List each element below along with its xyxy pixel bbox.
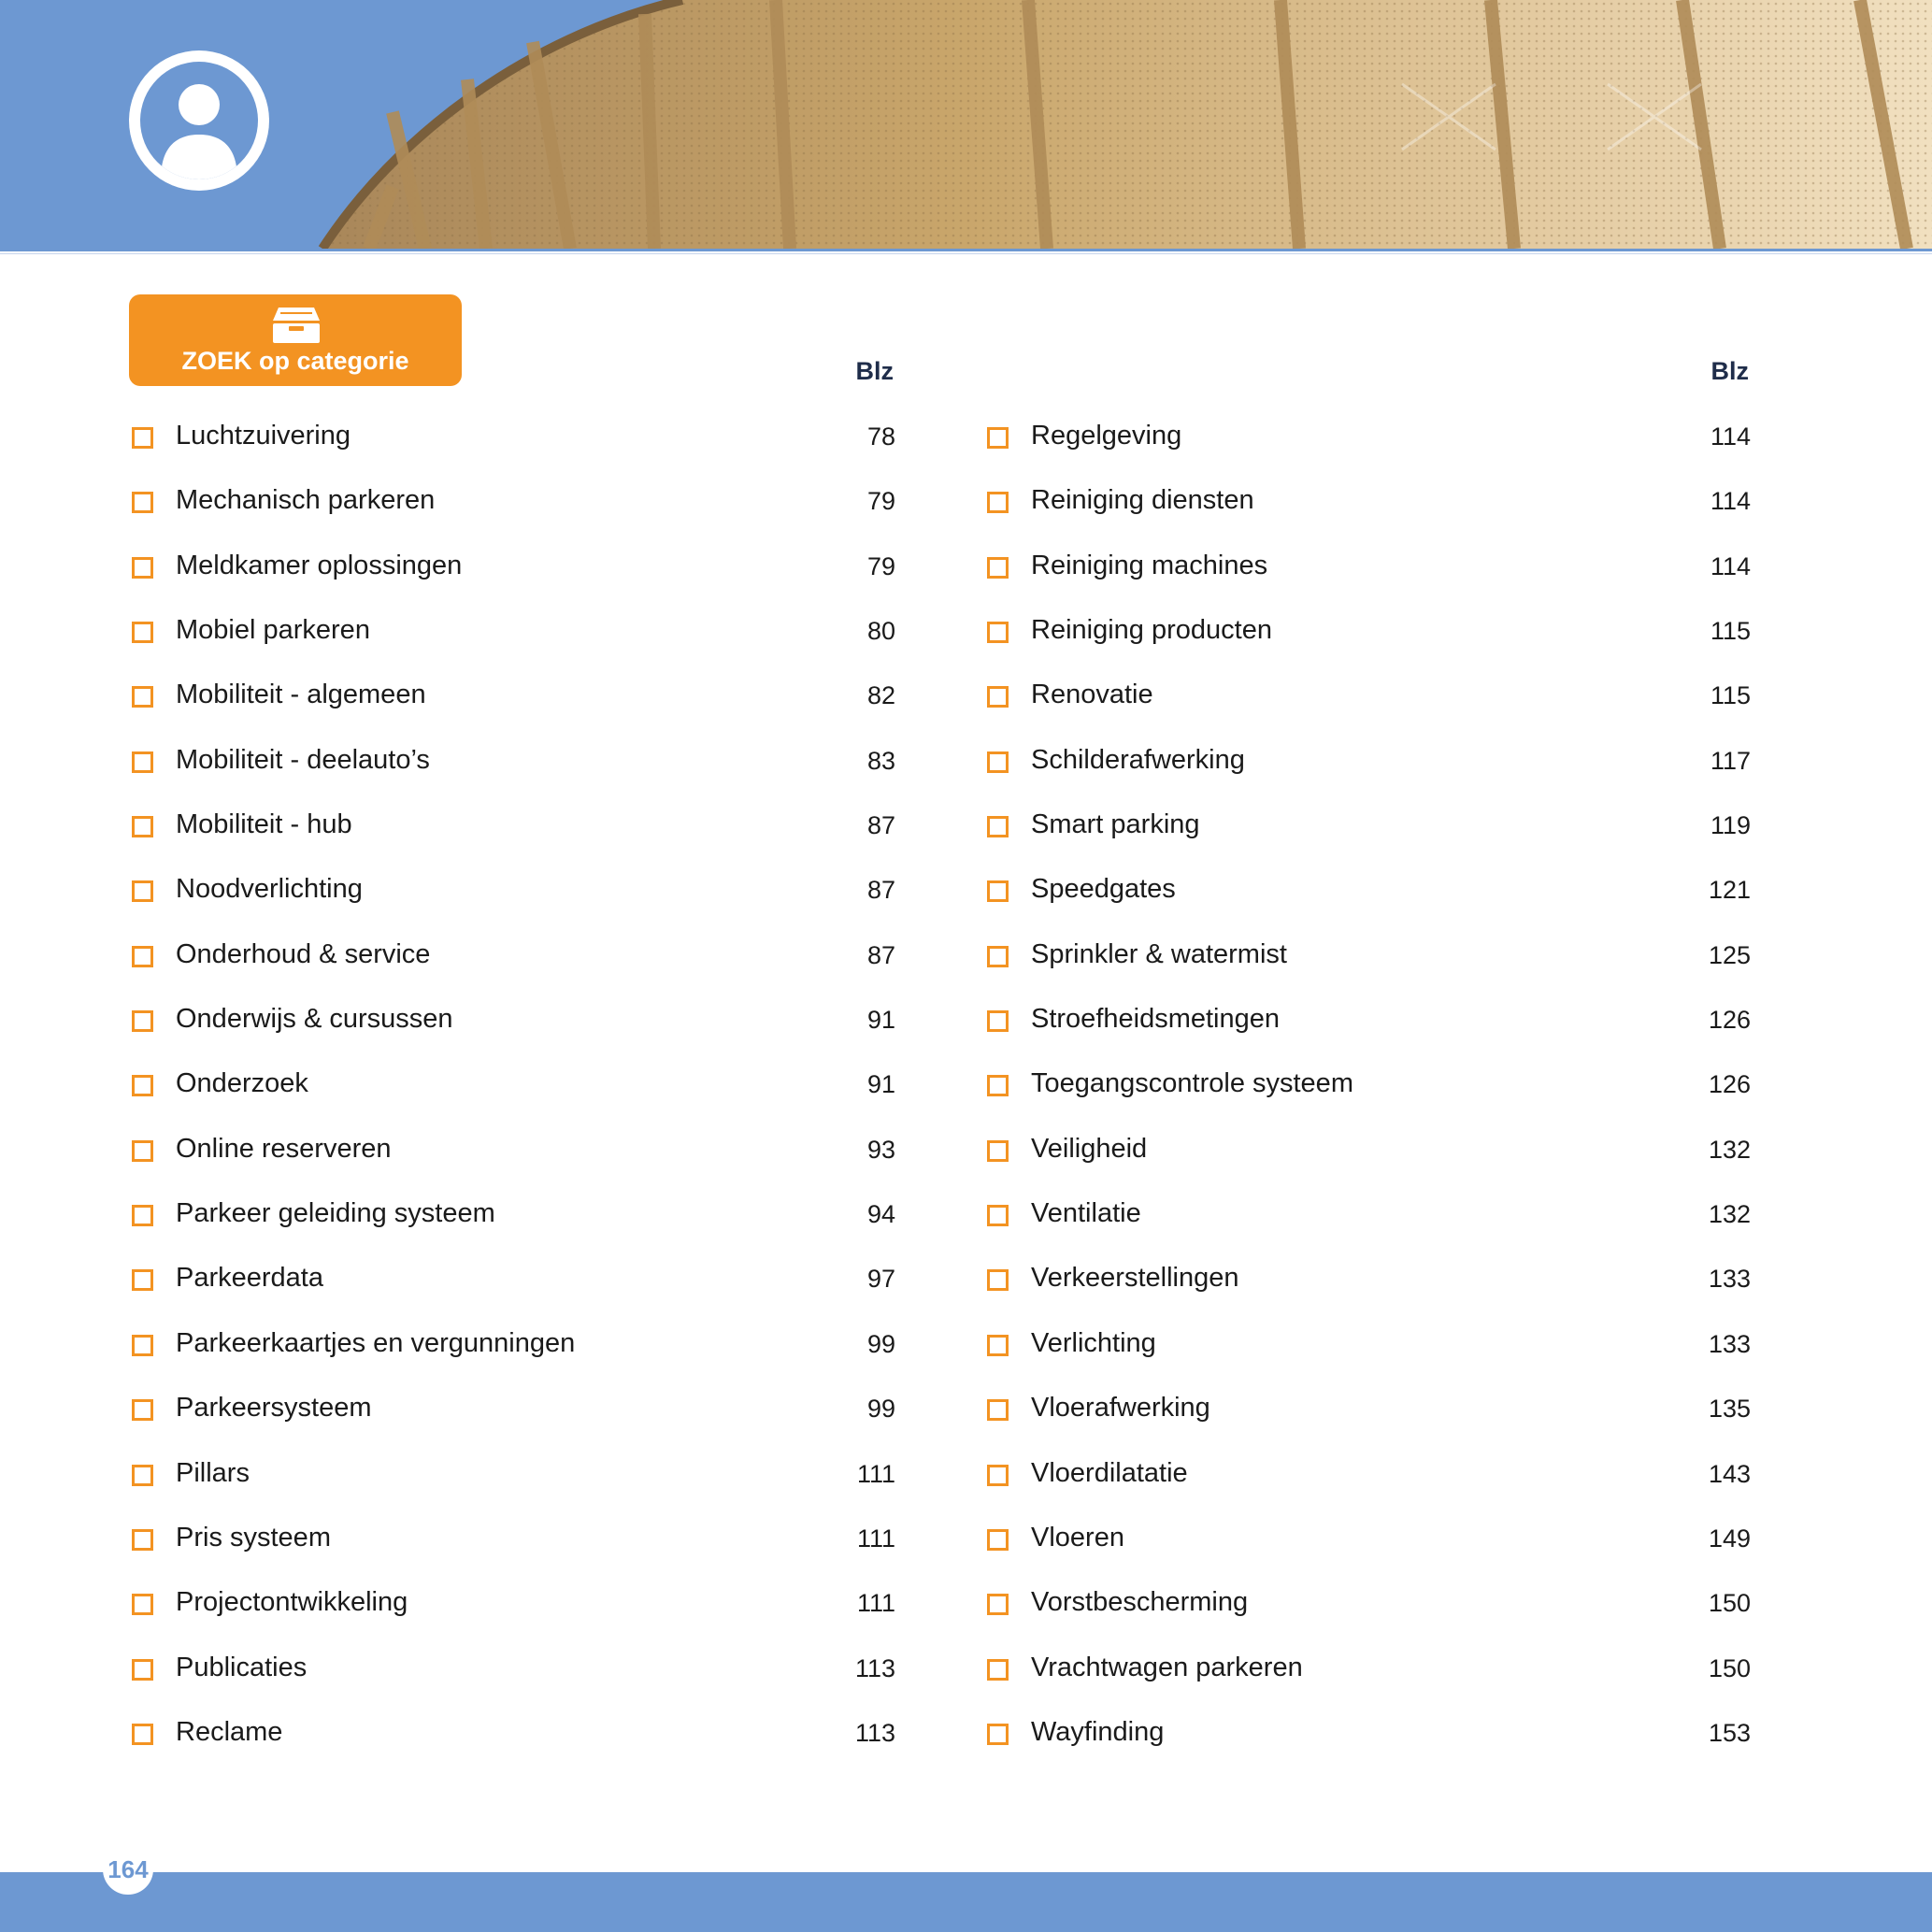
page-reference: 87 <box>866 940 895 969</box>
category-label: Projectontwikkeling <box>176 1587 408 1618</box>
category-item[interactable] <box>984 924 1751 989</box>
checkbox-icon[interactable] <box>987 1529 1009 1551</box>
category-label: Onderhoud & service <box>176 938 431 969</box>
category-label: Parkeerkaartjes en vergunningen <box>176 1327 576 1358</box>
page-reference: 93 <box>866 1135 895 1164</box>
category-label: Regelgeving <box>1031 421 1182 451</box>
category-item[interactable] <box>984 1119 1751 1183</box>
drawer-icon <box>271 306 322 345</box>
category-item[interactable] <box>129 1248 895 1312</box>
category-item[interactable] <box>984 470 1751 535</box>
page-reference: 111 <box>856 1524 895 1553</box>
category-label: Sprinkler & watermist <box>1031 938 1287 969</box>
category-label: Mobiliteit - hub <box>176 809 352 840</box>
page-reference: 111 <box>856 1459 895 1488</box>
category-label: Speedgates <box>1031 874 1176 905</box>
checkbox-icon[interactable] <box>132 492 153 513</box>
category-item[interactable] <box>984 989 1751 1053</box>
page-reference: 97 <box>866 1265 895 1294</box>
category-label: Renovatie <box>1031 680 1153 710</box>
category-label: Vloeren <box>1031 1522 1124 1553</box>
category-item[interactable] <box>984 1443 1751 1508</box>
category-label: Onderwijs & cursussen <box>176 1004 453 1035</box>
category-list-right <box>984 406 1751 1767</box>
category-item[interactable] <box>984 1053 1751 1118</box>
header-banner <box>0 0 1932 249</box>
checkbox-icon[interactable] <box>132 1140 153 1162</box>
checkbox-icon[interactable] <box>132 686 153 708</box>
checkbox-icon[interactable] <box>132 751 153 773</box>
category-label: Mechanisch parkeren <box>176 485 436 516</box>
category-item[interactable] <box>984 1313 1751 1378</box>
page-number: 164 <box>103 1844 153 1895</box>
checkbox-icon[interactable] <box>987 427 1009 449</box>
category-label: Publicaties <box>176 1652 308 1682</box>
page-reference: 99 <box>866 1329 895 1358</box>
category-label: Toegangscontrole systeem <box>1031 1068 1353 1099</box>
page-reference: 113 <box>854 1653 895 1682</box>
category-item[interactable] <box>129 1313 895 1378</box>
checkbox-icon[interactable] <box>987 946 1009 967</box>
category-item[interactable] <box>984 1638 1751 1702</box>
category-label: Verkeerstellingen <box>1031 1263 1239 1294</box>
checkbox-icon[interactable] <box>132 946 153 967</box>
category-label: Onderzoek <box>176 1068 308 1099</box>
checkbox-icon[interactable] <box>987 1010 1009 1032</box>
category-item[interactable] <box>984 1572 1751 1637</box>
page-reference: 114 <box>1710 551 1751 580</box>
checkbox-icon[interactable] <box>987 1335 1009 1356</box>
page-reference: 126 <box>1708 1070 1751 1099</box>
checkbox-icon[interactable] <box>987 622 1009 643</box>
category-item[interactable] <box>129 1183 895 1248</box>
page-reference: 80 <box>866 617 895 646</box>
checkbox-icon[interactable] <box>987 880 1009 902</box>
page-reference: 91 <box>866 1006 895 1035</box>
category-label: Meldkamer oplossingen <box>176 550 463 580</box>
page-reference: 99 <box>866 1395 895 1424</box>
header-rule-thin <box>0 253 1932 254</box>
category-label: Stroefheidsmetingen <box>1031 1004 1280 1035</box>
category-item[interactable] <box>129 665 895 729</box>
category-item[interactable] <box>984 859 1751 923</box>
checkbox-icon[interactable] <box>132 1075 153 1096</box>
checkbox-icon[interactable] <box>132 1335 153 1356</box>
category-item[interactable] <box>984 794 1751 859</box>
checkbox-icon[interactable] <box>132 816 153 837</box>
category-item[interactable] <box>129 1638 895 1702</box>
page-reference: 79 <box>866 551 895 580</box>
checkbox-icon[interactable] <box>132 1659 153 1681</box>
checkbox-icon[interactable] <box>132 1594 153 1615</box>
category-label: Vrachtwagen parkeren <box>1031 1652 1303 1682</box>
page-reference: 94 <box>866 1200 895 1229</box>
checkbox-icon[interactable] <box>987 1205 1009 1226</box>
category-item[interactable] <box>129 536 895 600</box>
category-label: Mobiliteit - algemeen <box>176 680 426 710</box>
category-label: Mobiel parkeren <box>176 615 370 646</box>
page-reference: 117 <box>1710 746 1751 775</box>
category-item[interactable] <box>129 1572 895 1637</box>
category-item[interactable] <box>129 794 895 859</box>
page-reference: 150 <box>1708 1653 1751 1682</box>
header-rule <box>0 249 1932 251</box>
category-item[interactable] <box>129 924 895 989</box>
category-label: Luchtzuivering <box>176 421 351 451</box>
page-reference: 79 <box>866 487 895 516</box>
category-label: Parkeer geleiding systeem <box>176 1198 495 1229</box>
category-label: Vloerafwerking <box>1031 1393 1210 1424</box>
category-label: Reiniging machines <box>1031 550 1268 580</box>
page-reference: 114 <box>1710 422 1751 451</box>
footer-bar <box>0 1872 1932 1932</box>
category-item[interactable] <box>129 1378 895 1442</box>
page-reference: 132 <box>1708 1135 1751 1164</box>
category-list-left <box>129 406 895 1767</box>
category-item[interactable] <box>984 1702 1751 1767</box>
category-label: Vloerdilatatie <box>1031 1457 1188 1488</box>
category-item[interactable] <box>984 406 1751 470</box>
page-reference: 83 <box>866 746 895 775</box>
page-reference: 114 <box>1710 487 1751 516</box>
category-item[interactable] <box>129 1119 895 1183</box>
page-reference: 143 <box>1708 1459 1751 1488</box>
checkbox-icon[interactable] <box>987 1269 1009 1291</box>
page-reference: 115 <box>1710 681 1751 710</box>
page-reference: 115 <box>1710 617 1751 646</box>
page-column-header: Blz <box>1710 357 1749 385</box>
page-reference: 153 <box>1708 1718 1751 1747</box>
category-label: Online reserveren <box>176 1133 392 1164</box>
checkbox-icon[interactable] <box>987 1659 1009 1681</box>
category-label: Noodverlichting <box>176 874 363 905</box>
category-item[interactable] <box>129 989 895 1053</box>
checkbox-icon[interactable] <box>987 686 1009 708</box>
checkbox-icon[interactable] <box>987 1140 1009 1162</box>
checkbox-icon[interactable] <box>132 1269 153 1291</box>
page-reference: 111 <box>856 1589 895 1618</box>
checkbox-icon[interactable] <box>987 1399 1009 1421</box>
category-item[interactable] <box>984 600 1751 665</box>
search-by-category-label: ZOEK op categorie <box>181 347 409 375</box>
category-label: Smart parking <box>1031 809 1200 840</box>
category-label: Reclame <box>176 1716 283 1747</box>
checkbox-icon[interactable] <box>132 1724 153 1745</box>
category-item[interactable] <box>984 1378 1751 1442</box>
category-label: Reiniging diensten <box>1031 485 1254 516</box>
category-label: Reiniging producten <box>1031 615 1272 646</box>
category-label: Schilderafwerking <box>1031 744 1245 775</box>
checkbox-icon[interactable] <box>132 1465 153 1486</box>
page-column-header: Blz <box>855 357 894 385</box>
category-item[interactable] <box>984 730 1751 794</box>
page-reference: 149 <box>1708 1524 1751 1553</box>
category-item[interactable] <box>984 1508 1751 1572</box>
category-label: Pris systeem <box>176 1522 331 1553</box>
category-label: Mobiliteit - deelauto’s <box>176 744 430 775</box>
page-reference: 125 <box>1708 940 1751 969</box>
category-item[interactable] <box>984 1183 1751 1248</box>
page-reference: 133 <box>1708 1265 1751 1294</box>
checkbox-icon[interactable] <box>987 557 1009 579</box>
user-silhouette-icon <box>129 50 269 191</box>
page-reference: 121 <box>1708 876 1751 905</box>
category-item[interactable] <box>129 859 895 923</box>
checkbox-icon[interactable] <box>987 492 1009 513</box>
checkbox-icon[interactable] <box>132 1205 153 1226</box>
page-reference: 135 <box>1708 1395 1751 1424</box>
category-item[interactable] <box>129 600 895 665</box>
page-reference: 91 <box>866 1070 895 1099</box>
category-label: Parkeersysteem <box>176 1393 372 1424</box>
checkbox-icon[interactable] <box>987 1465 1009 1486</box>
checkbox-icon[interactable] <box>987 1594 1009 1615</box>
checkbox-icon[interactable] <box>132 622 153 643</box>
category-label: Parkeerdata <box>176 1263 323 1294</box>
checkbox-icon[interactable] <box>987 1724 1009 1745</box>
page-reference: 82 <box>866 681 895 710</box>
checkbox-icon[interactable] <box>132 1529 153 1551</box>
page-reference: 119 <box>1710 811 1751 840</box>
category-item[interactable] <box>984 665 1751 729</box>
category-item[interactable] <box>129 1508 895 1572</box>
page-reference: 78 <box>866 422 895 451</box>
category-label: Pillars <box>176 1457 250 1488</box>
checkbox-icon[interactable] <box>132 1010 153 1032</box>
facade-photo <box>0 0 1932 249</box>
checkbox-icon[interactable] <box>987 751 1009 773</box>
checkbox-icon[interactable] <box>132 557 153 579</box>
category-item[interactable] <box>129 1053 895 1118</box>
category-item[interactable] <box>129 406 895 470</box>
category-label: Ventilatie <box>1031 1198 1141 1229</box>
category-item[interactable] <box>129 730 895 794</box>
category-label: Verlichting <box>1031 1327 1156 1358</box>
page-reference: 126 <box>1708 1006 1751 1035</box>
category-label: Vorstbescherming <box>1031 1587 1249 1618</box>
category-label: Veiligheid <box>1031 1133 1148 1164</box>
checkbox-icon[interactable] <box>987 1075 1009 1096</box>
category-item[interactable] <box>129 470 895 535</box>
category-item[interactable] <box>129 1443 895 1508</box>
category-item[interactable] <box>984 1248 1751 1312</box>
page-reference: 87 <box>866 876 895 905</box>
checkbox-icon[interactable] <box>987 816 1009 837</box>
category-item[interactable] <box>984 536 1751 600</box>
category-label: Wayfinding <box>1031 1716 1165 1747</box>
page-reference: 87 <box>866 811 895 840</box>
checkbox-icon[interactable] <box>132 880 153 902</box>
checkbox-icon[interactable] <box>132 427 153 449</box>
page-reference: 133 <box>1708 1329 1751 1358</box>
page-reference: 150 <box>1708 1589 1751 1618</box>
category-item[interactable] <box>129 1702 895 1767</box>
page-reference: 132 <box>1708 1200 1751 1229</box>
checkbox-icon[interactable] <box>132 1399 153 1421</box>
page-reference: 113 <box>854 1718 895 1747</box>
